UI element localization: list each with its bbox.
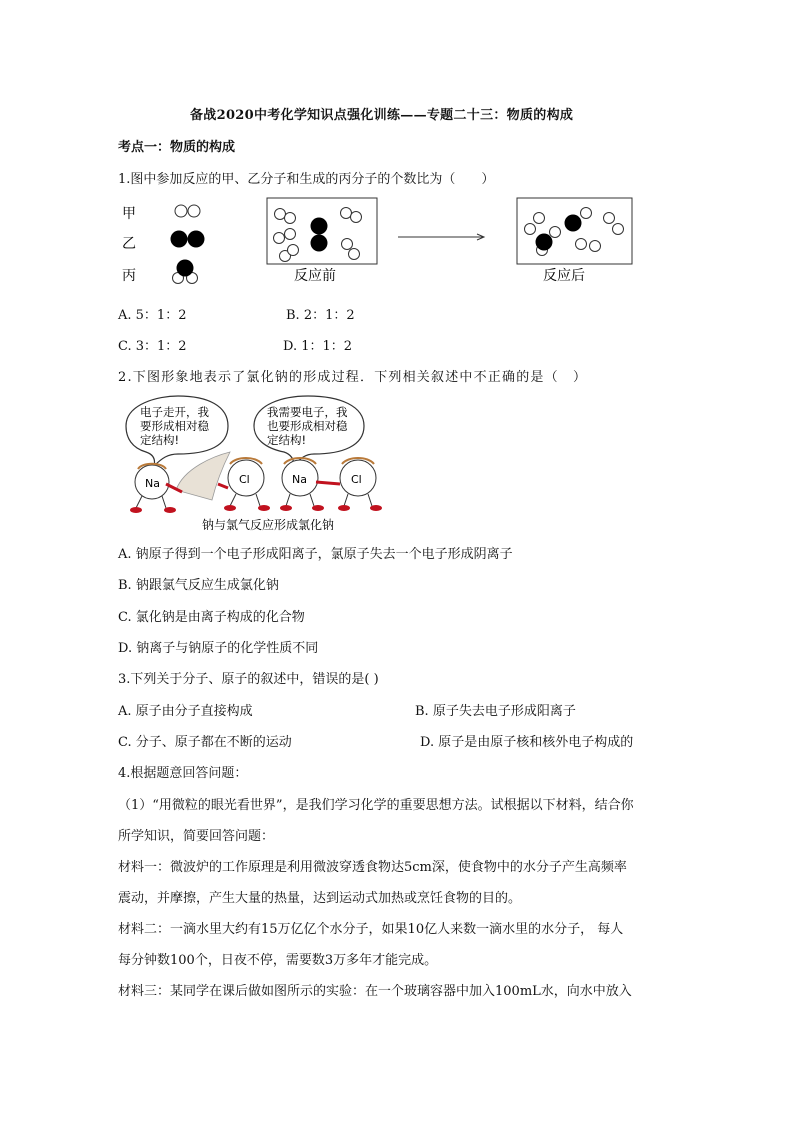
q2-option-b: B. 钠跟氯气反应生成氯化钠 — [118, 578, 279, 593]
bubble-right-line3: 定结构! — [267, 433, 307, 447]
q2-option-a: A. 钠原子得到一个电子形成阳离子，氯原子失去一个电子形成阴离子 — [118, 547, 513, 562]
legend-bing: 丙 — [122, 268, 136, 284]
legend-yi: 乙 — [122, 236, 136, 252]
q1-option-d: D. 1：1：2 — [283, 339, 353, 354]
na-atom-cartoon-2 — [280, 458, 324, 511]
nacl-formation-illustration — [118, 392, 418, 534]
cl-atom-cartoon-2 — [316, 458, 382, 511]
q4-material-2-line2: 每分钟数100个，日夜不停，需要数3万多年才能完成。 — [118, 953, 438, 968]
q1-option-c: C. 3：1：2 — [118, 339, 187, 354]
molecule-bing-icon — [173, 260, 198, 284]
bubble-right-line1: 我需要电子，我 — [267, 405, 348, 419]
bubble-right-line2: 也要形成相对稳 — [267, 419, 348, 433]
q1-stem: 1.图中参加反应的甲、乙分子和生成的丙分子的个数比为（ ） — [118, 172, 495, 187]
q2-stem: 2.下图形象地表示了氯化钠的形成过程．下列相关叙述中不正确的是（ ） — [118, 370, 588, 385]
page-title: 备战2020中考化学知识点强化训练——专题二十三：物质的构成 — [190, 108, 574, 123]
q2-option-c: C. 氯化钠是由离子构成的化合物 — [118, 610, 305, 625]
molecule-jia-icon — [175, 205, 200, 217]
after-label: 反应后 — [543, 268, 585, 284]
cl-atom-cartoon-1 — [218, 458, 270, 511]
q4-stem: 4.根据题意回答问题： — [118, 766, 248, 781]
q4-material-1-line2: 震动，并摩擦，产生大量的热量，达到运动式加热或烹饪食物的目的。 — [118, 891, 522, 906]
na-atom-cartoon-1 — [130, 464, 182, 513]
q1-option-a: A. 5：1：2 — [118, 308, 187, 323]
legend-jia: 甲 — [122, 206, 136, 222]
q1-option-b: B. 2：1：2 — [286, 308, 355, 323]
q4-material-2-line1: 材料二：一滴水里大约有15万亿亿个水分子，如果10亿人来数一滴水里的水分子， 每人 — [118, 922, 624, 937]
q3-option-a: A. 原子由分子直接构成 — [118, 704, 253, 719]
bubble-left-line3: 定结构! — [140, 433, 180, 447]
molecule-yi-icon — [171, 231, 205, 248]
q4-material-3-line1: 材料三：某同学在课后做如图所示的实验：在一个玻璃容器中加入100mL水，向水中放入 — [118, 984, 632, 999]
before-label: 反应前 — [294, 268, 336, 284]
bubble-left-line2: 要形成相对稳 — [140, 419, 209, 433]
q3-option-d: D. 原子是由原子核和核外电子构成的 — [420, 735, 634, 750]
reaction-diagram — [118, 196, 638, 288]
q3-option-c: C. 分子、原子都在不断的运动 — [118, 735, 292, 750]
section-heading: 考点一：物质的构成 — [118, 140, 236, 155]
bubble-left-line1: 电子走开，我 — [140, 405, 209, 419]
q4-paragraph-1-line1: （1）“用微粒的眼光看世界”，是我们学习化学的重要思想方法。试根据以下材料，结合你 — [118, 798, 634, 813]
atom-label-cl-2: Cl — [351, 473, 362, 486]
atom-label-na-1: Na — [145, 477, 160, 490]
q4-material-1-line1: 材料一：微波炉的工作原理是利用微波穿透食物达5cm深，使食物中的水分子产生高频率 — [118, 860, 627, 875]
q3-stem: 3.下列关于分子、原子的叙述中，错误的是( ) — [118, 672, 379, 687]
q4-paragraph-1-line2: 所学知识，简要回答问题： — [118, 829, 275, 844]
q3-option-b: B. 原子失去电子形成阳离子 — [415, 704, 576, 719]
electron-stream-icon — [176, 452, 230, 500]
q2-option-d: D. 钠离子与钠原子的化学性质不同 — [118, 641, 319, 656]
atom-label-na-2: Na — [292, 473, 307, 486]
illustration-caption: 钠与氯气反应形成氯化钠 — [202, 518, 335, 532]
atom-label-cl-1: Cl — [239, 473, 250, 486]
